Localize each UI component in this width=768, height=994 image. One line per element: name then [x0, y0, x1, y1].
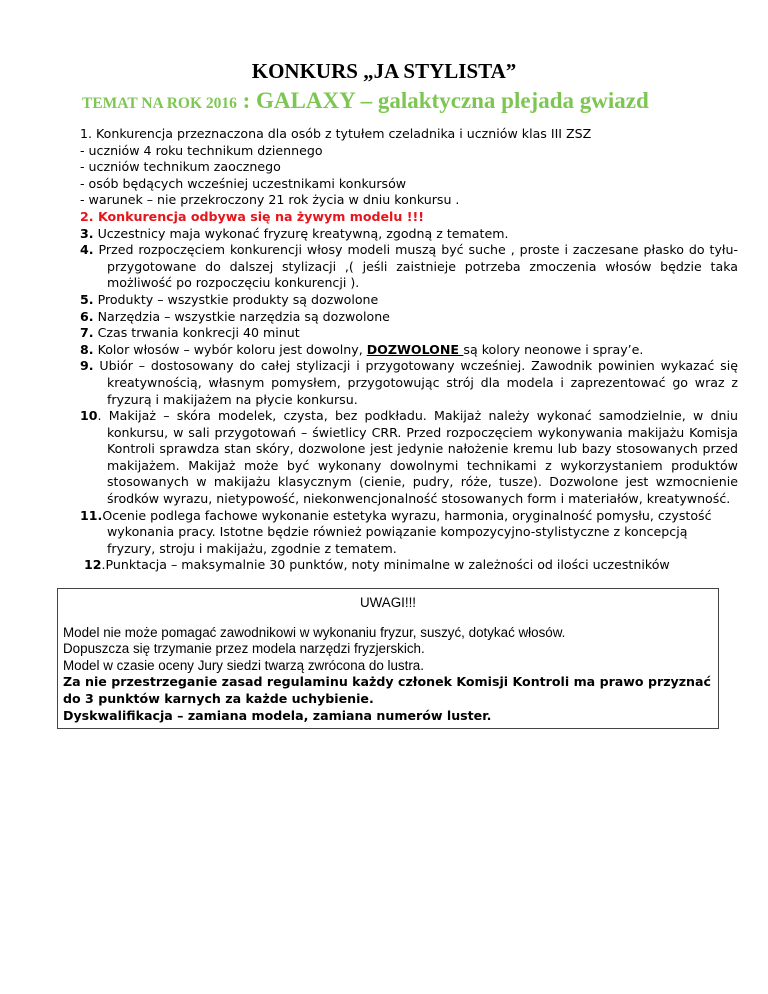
rule-subitem: - uczniów 4 roku technikum dziennego	[80, 142, 323, 158]
rule-subitem: - osób będących wcześniej uczestnikami konkursów	[80, 175, 407, 191]
note-line: Model nie może pomagać zawodnikowi w wykonaniu fryzur, suszyć, dotykać włosów.	[63, 624, 566, 640]
rule-number: 9.	[80, 358, 94, 374]
rule-text: Konkurencja odbywa się na żywym modelu !!!	[97, 208, 424, 224]
rule-number: 1.	[80, 126, 93, 141]
note-line: Dopuszcza się trzymanie przez modela narzędzi fryzjerskich.	[63, 641, 425, 657]
rule-item-4	[80, 242, 738, 292]
document-content	[0, 126, 768, 729]
rule-number: 6.	[80, 308, 94, 324]
subtitle-prefix: TEMAT NA ROK 2016	[82, 95, 237, 112]
rule-number: 3.	[80, 225, 94, 241]
notes-box	[57, 588, 719, 729]
document-title: KONKURS „JA STYLISTA”	[251, 59, 517, 83]
rule-subitem: - uczniów technikum zaocznego	[80, 159, 281, 175]
note-disqualification: Dyskwalifikacja – zamiana modela, zamiana numerów luster.	[63, 707, 492, 723]
rule-text: Ocenie podlega fachowe wykonanie estetyka wyrazu, harmonia, oryginalność pomysłu, czystość wykonania pracy. Istotne będzie również powiązanie kompozycyjno-stylistyczne z koncepcją fryzury, stroju i makijażu, zgodnie z tematem.	[102, 507, 712, 556]
rule-text: Produkty – wszystkie produkty są dozwolone	[97, 291, 379, 307]
rule-number: 4.	[80, 242, 94, 258]
rule-item-3	[80, 226, 738, 243]
rule-number: 5.	[80, 291, 94, 307]
rule-text: Ubiór – dostosowany do całej stylizacji i przygotowany wcześniej. Zawodnik powinien wykazać się kreatywnością, własnym pomysłem, przygotowując strój dla modela i zaprezentować go wraz z fryzurą i makijażem na płycie konkursu.	[99, 358, 738, 407]
notes-title: UWAGI!!!	[359, 595, 417, 611]
rule-item-6	[80, 309, 738, 326]
rule-item-8	[80, 342, 738, 359]
rule-number: 10	[80, 408, 98, 424]
rule-subitem: - warunek – nie przekroczony 21 rok życia w dniu konkursu .	[80, 192, 460, 208]
rule-item-2	[80, 209, 738, 226]
rule-item-12	[84, 557, 738, 574]
rule-item-11	[80, 508, 738, 558]
rule-item-7	[80, 325, 738, 342]
rule-text: Konkurencja przeznaczona dla osób z tytułem czeladnika i uczniów klas III ZSZ	[96, 126, 592, 141]
rule-text: . Makijaż – skóra modelek, czysta, bez podkładu. Makijaż należy wykonać samodzielnie, w dniu konkursu, w sali przygotowań – świetlicy CRR. Przed rozpoczęciem wykonywania makijażu Komisja Kontroli sprawdza stan skóry, dozwolone jest jedynie nałożenie kremu lub bazy stosowanych przed makijażem. Makijaż może być wykonany dowolnymi technikami z wykorzystaniem produktów stosowanych w makijażu klasycznym (cienie, pudry, róże, tusze). Dozwolone jest wzmocnienie środków wyrazu, nietypowość, niekonwencjonalność stosowanych form i materiałów, kreatywność.	[97, 408, 738, 507]
rules-list	[80, 126, 738, 574]
document-subtitle	[82, 87, 649, 115]
rule-text: .Punktacja – maksymalnie 30 punktów, noty minimalne w zależności od ilości uczestników	[101, 557, 670, 573]
note-penalty: Za nie przestrzeganie zasad regulaminu każdy członek Komisji Kontroli ma prawo przyznać do 3 punktów karnych za każde uchybienie.	[63, 674, 711, 706]
subtitle-theme: GALAXY – galaktyczna plejada gwiazd	[256, 88, 649, 113]
rule-text: Czas trwania konkrecji 40 minut	[97, 325, 300, 341]
rule-text: Przed rozpoczęciem konkurencji włosy modeli muszą być suche , proste i zaczesane płasko do tyłu- przygotowane do dalszej stylizacji ,( jeśli zaistnieje potrzeba zmoczenia włosów będzie taka możliwość po rozpoczęciu konkurencji ).	[98, 242, 738, 291]
rule-text-rest: są kolory neonowe i spray’e.	[463, 341, 644, 357]
subtitle-sep: :	[236, 88, 257, 113]
rule-text: Narzędzia – wszystkie narzędzia są dozwolone	[97, 308, 390, 324]
rule-item-10	[80, 408, 738, 508]
rule-number: 11.	[80, 507, 103, 523]
rule-text: Kolor włosów – wybór koloru jest dowolny,	[97, 341, 367, 357]
note-line: Model w czasie oceny Jury siedzi twarzą zwrócona do lustra.	[63, 657, 424, 673]
rule-number: 12	[84, 557, 102, 573]
rule-item-1	[80, 126, 738, 143]
rule-item-9	[80, 358, 738, 408]
rule-emphasis: DOZWOLONE	[366, 341, 464, 357]
rule-text: Uczestnicy maja wykonać fryzurę kreatywną, zgodną z tematem.	[97, 225, 509, 241]
rule-number: 2.	[80, 208, 94, 224]
rule-number: 7.	[80, 325, 94, 341]
rule-number: 8.	[80, 341, 94, 357]
rule-item-5	[80, 292, 738, 309]
